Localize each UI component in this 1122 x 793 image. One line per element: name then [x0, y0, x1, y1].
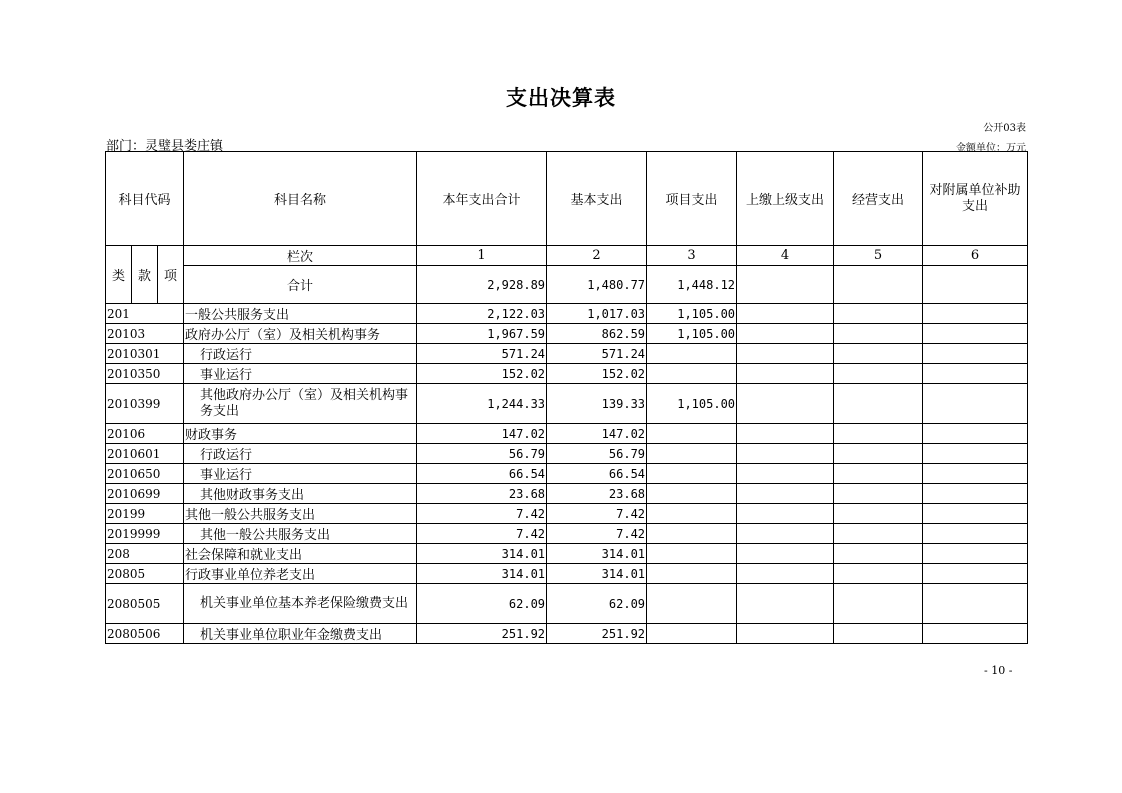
table-row	[106, 524, 1028, 544]
row-project	[647, 564, 737, 584]
row-basic: 251.92	[547, 624, 647, 644]
row-upper	[737, 324, 834, 344]
row-project	[647, 424, 737, 444]
row-total: 7.42	[417, 524, 547, 544]
row-subsidy	[923, 624, 1028, 644]
header-upper: 上缴上级支出	[737, 152, 834, 246]
row-basic: 1,017.03	[547, 304, 647, 324]
row-total: 147.02	[417, 424, 547, 444]
row-upper	[737, 344, 834, 364]
table-row	[106, 624, 1028, 644]
row-name: 一般公共服务支出	[184, 304, 417, 324]
form-number: 公开03表	[983, 123, 1026, 134]
table-row	[106, 364, 1028, 384]
row-business	[834, 564, 923, 584]
row-code: 20199	[106, 504, 184, 524]
row-name: 社会保障和就业支出	[184, 544, 417, 564]
row-total: 571.24	[417, 344, 547, 364]
row-upper	[737, 424, 834, 444]
row-business	[834, 524, 923, 544]
table-row	[106, 344, 1028, 364]
header-row	[106, 152, 1028, 246]
table-row	[106, 484, 1028, 504]
row-basic: 862.59	[547, 324, 647, 344]
header-lei: 类	[106, 246, 132, 304]
row-subsidy	[923, 364, 1028, 384]
page-number: - 10 -	[984, 664, 1013, 677]
row-project	[647, 504, 737, 524]
row-subsidy	[923, 444, 1028, 464]
total-label: 合计	[184, 266, 417, 304]
table-row	[106, 544, 1028, 564]
row-upper	[737, 364, 834, 384]
row-total: 251.92	[417, 624, 547, 644]
row-name: 事业运行	[184, 464, 417, 484]
row-code: 2019999	[106, 524, 184, 544]
row-subsidy	[923, 304, 1028, 324]
table-row	[106, 564, 1028, 584]
header-subsidy: 对附属单位补助支出	[923, 152, 1028, 246]
row-project	[647, 624, 737, 644]
row-name: 行政事业单位养老支出	[184, 564, 417, 584]
row-code: 201	[106, 304, 184, 324]
row-project	[647, 364, 737, 384]
row-upper	[737, 304, 834, 324]
row-upper	[737, 484, 834, 504]
row-subsidy	[923, 384, 1028, 424]
row-business	[834, 504, 923, 524]
row-basic: 571.24	[547, 344, 647, 364]
table-row	[106, 304, 1028, 324]
row-project	[647, 544, 737, 564]
row-code: 2010301	[106, 344, 184, 364]
row-code: 20805	[106, 564, 184, 584]
row-basic: 147.02	[547, 424, 647, 444]
row-subsidy	[923, 324, 1028, 344]
header-code: 科目代码	[106, 152, 184, 246]
row-project	[647, 464, 737, 484]
row-code: 208	[106, 544, 184, 564]
row-project: 1,105.00	[647, 384, 737, 424]
row-business	[834, 484, 923, 504]
row-subsidy	[923, 504, 1028, 524]
row-business	[834, 364, 923, 384]
row-name: 事业运行	[184, 364, 417, 384]
row-code: 2010399	[106, 384, 184, 424]
row-business	[834, 444, 923, 464]
row-code: 2010350	[106, 364, 184, 384]
row-project	[647, 484, 737, 504]
col-number-5: 5	[834, 246, 923, 266]
row-total: 62.09	[417, 584, 547, 624]
row-name: 其他财政事务支出	[184, 484, 417, 504]
table-row	[106, 424, 1028, 444]
row-basic: 139.33	[547, 384, 647, 424]
col-number-4: 4	[737, 246, 834, 266]
row-code: 2010601	[106, 444, 184, 464]
table-row	[106, 504, 1028, 524]
table-row	[106, 384, 1028, 424]
total-upper	[737, 266, 834, 304]
row-total: 56.79	[417, 444, 547, 464]
row-business	[834, 424, 923, 444]
row-basic: 66.54	[547, 464, 647, 484]
table-row	[106, 324, 1028, 344]
row-total: 66.54	[417, 464, 547, 484]
row-business	[834, 304, 923, 324]
row-upper	[737, 444, 834, 464]
header-kuan: 款	[132, 246, 158, 304]
row-business	[834, 384, 923, 424]
col-number-6: 6	[923, 246, 1028, 266]
header-lanci: 栏次	[184, 246, 417, 266]
row-code: 2010650	[106, 464, 184, 484]
row-name: 其他一般公共服务支出	[184, 504, 417, 524]
total-basic: 1,480.77	[547, 266, 647, 304]
row-subsidy	[923, 484, 1028, 504]
row-project	[647, 524, 737, 544]
row-upper	[737, 584, 834, 624]
row-business	[834, 624, 923, 644]
row-name: 行政运行	[184, 344, 417, 364]
header-project: 项目支出	[647, 152, 737, 246]
row-subsidy	[923, 344, 1028, 364]
col-number-3: 3	[647, 246, 737, 266]
expenditure-table	[105, 151, 1028, 644]
row-business	[834, 544, 923, 564]
row-total: 1,967.59	[417, 324, 547, 344]
row-project: 1,105.00	[647, 304, 737, 324]
table-row	[106, 584, 1028, 624]
row-name: 财政事务	[184, 424, 417, 444]
row-basic: 56.79	[547, 444, 647, 464]
row-upper	[737, 464, 834, 484]
total-sum: 2,928.89	[417, 266, 547, 304]
row-business	[834, 584, 923, 624]
header-business: 经营支出	[834, 152, 923, 246]
row-subsidy	[923, 584, 1028, 624]
row-upper	[737, 564, 834, 584]
header-basic: 基本支出	[547, 152, 647, 246]
row-business	[834, 344, 923, 364]
row-subsidy	[923, 524, 1028, 544]
row-upper	[737, 524, 834, 544]
row-basic: 62.09	[547, 584, 647, 624]
row-project	[647, 344, 737, 364]
row-subsidy	[923, 544, 1028, 564]
row-subsidy	[923, 464, 1028, 484]
row-project: 1,105.00	[647, 324, 737, 344]
header-total: 本年支出合计	[417, 152, 547, 246]
row-code: 20106	[106, 424, 184, 444]
row-total: 314.01	[417, 544, 547, 564]
row-name: 行政运行	[184, 444, 417, 464]
total-project: 1,448.12	[647, 266, 737, 304]
total-business	[834, 266, 923, 304]
page-title: 支出决算表	[506, 86, 616, 110]
row-name: 机关事业单位基本养老保险缴费支出	[184, 584, 417, 624]
row-basic: 152.02	[547, 364, 647, 384]
row-code: 2010699	[106, 484, 184, 504]
total-row	[106, 266, 1028, 304]
row-basic: 314.01	[547, 564, 647, 584]
row-name: 机关事业单位职业年金缴费支出	[184, 624, 417, 644]
header-name: 科目名称	[184, 152, 417, 246]
row-total: 152.02	[417, 364, 547, 384]
total-subsidy	[923, 266, 1028, 304]
row-subsidy	[923, 424, 1028, 444]
table-row	[106, 464, 1028, 484]
row-basic: 7.42	[547, 504, 647, 524]
row-name: 其他一般公共服务支出	[184, 524, 417, 544]
department-label: 部门：灵璧县娄庄镇	[106, 139, 224, 154]
row-code: 2080506	[106, 624, 184, 644]
row-basic: 7.42	[547, 524, 647, 544]
row-basic: 23.68	[547, 484, 647, 504]
header-xiang: 项	[158, 246, 184, 304]
row-total: 23.68	[417, 484, 547, 504]
row-total: 314.01	[417, 564, 547, 584]
row-upper	[737, 544, 834, 564]
row-upper	[737, 504, 834, 524]
column-number-row	[106, 246, 1028, 266]
row-business	[834, 464, 923, 484]
row-code: 2080505	[106, 584, 184, 624]
row-business	[834, 324, 923, 344]
row-name: 其他政府办公厅（室）及相关机构事务支出	[184, 384, 417, 424]
row-total: 2,122.03	[417, 304, 547, 324]
col-number-1: 1	[417, 246, 547, 266]
row-total: 1,244.33	[417, 384, 547, 424]
table-row	[106, 444, 1028, 464]
row-total: 7.42	[417, 504, 547, 524]
row-name: 政府办公厅（室）及相关机构事务	[184, 324, 417, 344]
unit-label: 金额单位：万元	[956, 143, 1026, 154]
row-project	[647, 444, 737, 464]
row-upper	[737, 624, 834, 644]
row-project	[647, 584, 737, 624]
row-code: 20103	[106, 324, 184, 344]
row-upper	[737, 384, 834, 424]
row-basic: 314.01	[547, 544, 647, 564]
col-number-2: 2	[547, 246, 647, 266]
row-subsidy	[923, 564, 1028, 584]
